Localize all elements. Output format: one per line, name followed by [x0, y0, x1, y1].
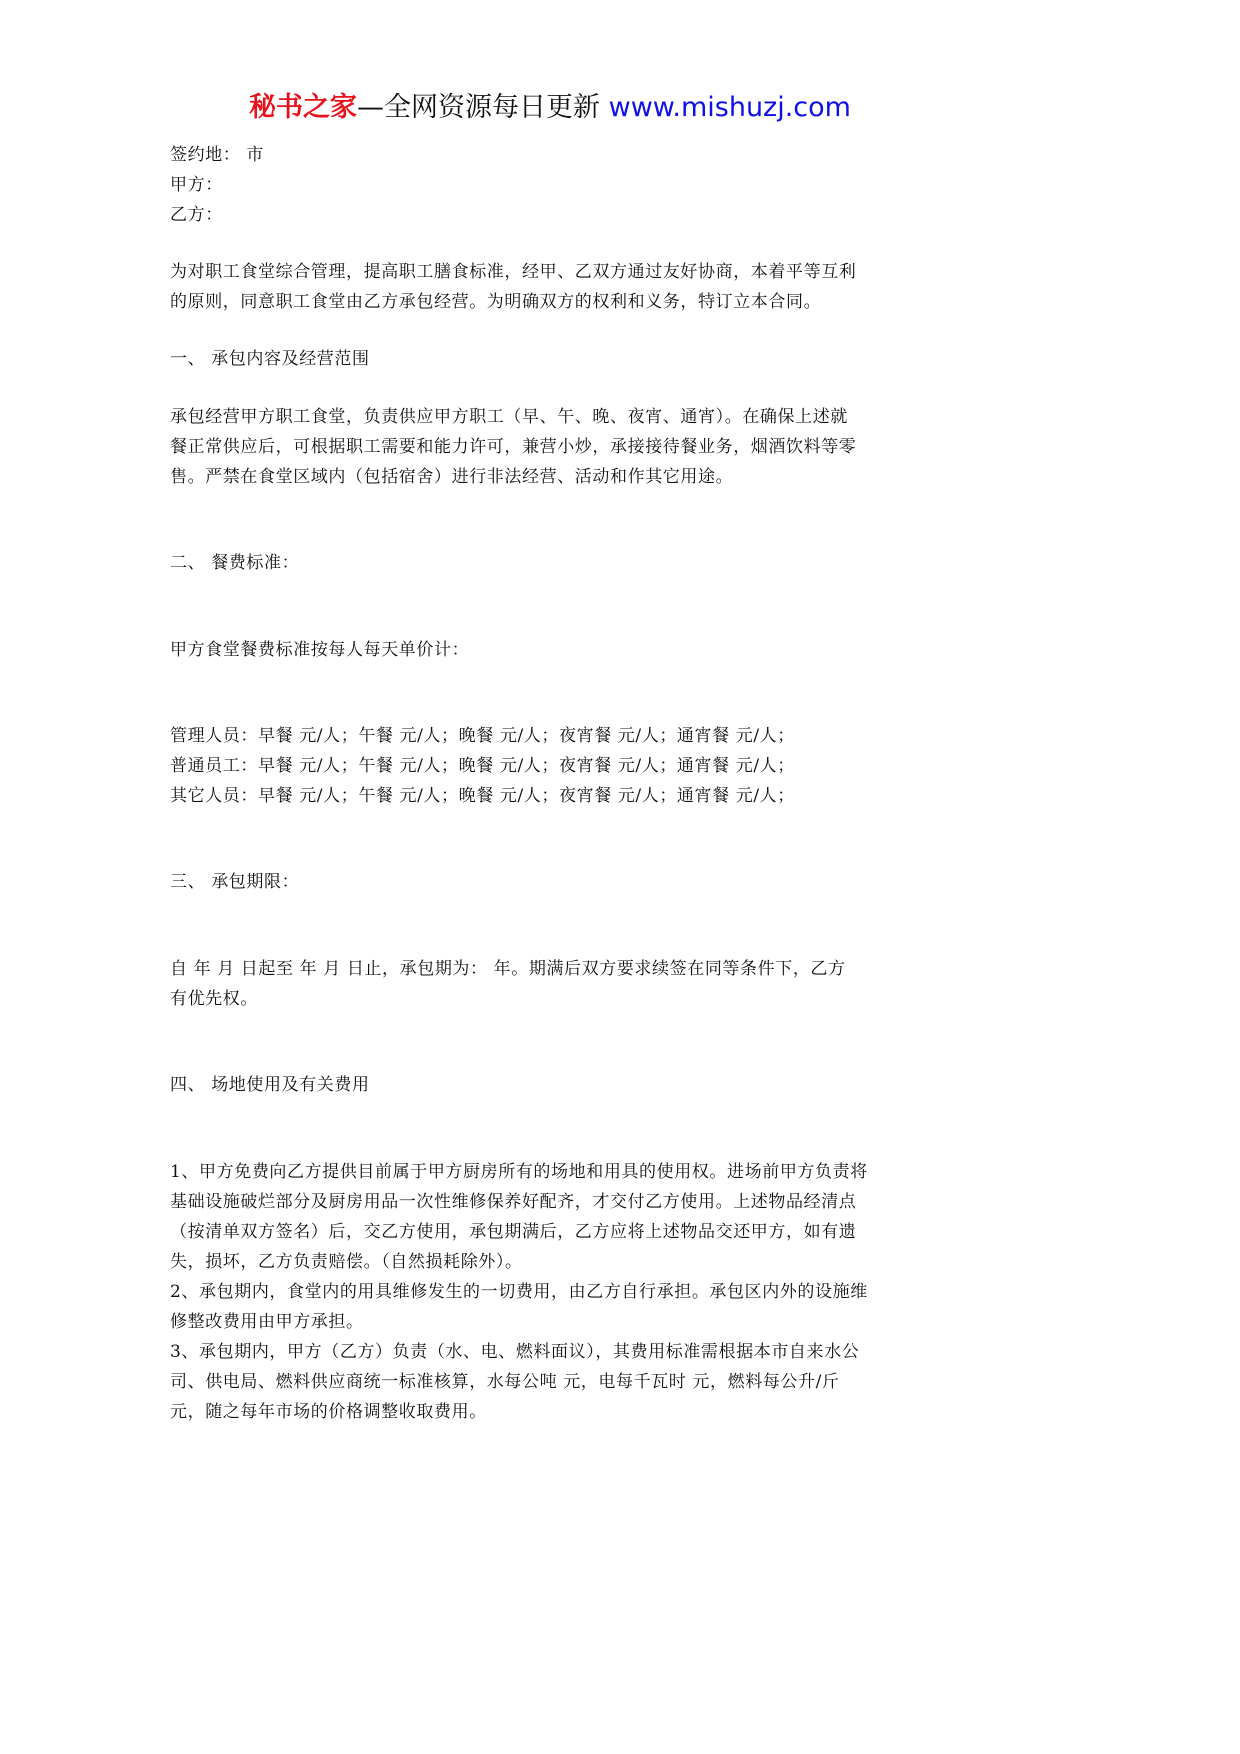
clause-2-text: 2、承包期内，食堂内的用具维修发生的一切费用，由乙方自行承担。承包区内外的设施维 [170, 1282, 868, 1302]
section-1-text: 售。严禁在食堂区域内（包括宿舍）进行非法经营、活动和作其它用途。 [170, 467, 734, 487]
section-heading-3: 三、 承包期限： [170, 872, 300, 892]
section-heading-1: 一、 承包内容及经营范围 [170, 349, 370, 369]
meal-fee-row-others: 其它人员：早餐 元/人；午餐 元/人；晚餐 元/人；夜宵餐 元/人；通宵餐 元/人； [170, 786, 795, 806]
clause-1-text: （按清单双方签名）后，交乙方使用，承包期满后，乙方应将上述物品交还甲方，如有遗 [170, 1222, 857, 1242]
clause-3-text: 3、承包期内，甲方（乙方）负责（水、电、燃料面议），其费用标准需根据本市自来水公 [170, 1342, 860, 1362]
section-heading-2: 二、 餐费标准： [170, 553, 300, 573]
clause-2-text: 修整改费用由甲方承担。 [170, 1312, 364, 1332]
preamble-line: 的原则，同意职工食堂由乙方承包经营。为明确双方的权利和义务，特订立本合同。 [170, 292, 822, 312]
section-1-text: 餐正常供应后，可根据职工需要和能力许可，兼营小炒，承接接待餐业务，烟酒饮料等零 [170, 437, 857, 457]
preamble-line: 为对职工食堂综合管理，提高职工膳食标准，经甲、乙双方通过友好协商，本着平等互利 [170, 262, 857, 282]
contract-term-text: 有优先权。 [170, 989, 258, 1009]
banner-brand: 秘书之家 [249, 92, 358, 123]
banner-slogan: —全网资源每日更新 [357, 92, 609, 123]
section-1-text: 承包经营甲方职工食堂，负责供应甲方职工（早、午、晚、夜宵、通宵）。在确保上述就 [170, 407, 848, 427]
meal-fee-intro: 甲方食堂餐费标准按每人每天单价计： [170, 640, 470, 660]
contract-term-text: 自 年 月 日起至 年 月 日止，承包期为： 年。期满后双方要求续签在同等条件下，乙方 [170, 959, 846, 979]
clause-3-text: 元，随之每年市场的价格调整收取费用。 [170, 1402, 487, 1422]
party-a: 甲方： [170, 175, 223, 195]
clause-3-text: 司、供电局、燃料供应商统一标准核算，水每公吨 元，电每千瓦时 元，燃料每公升/斤 [170, 1372, 840, 1392]
site-banner [0, 88, 1100, 128]
signing-place: 签约地： 市 [170, 145, 265, 165]
clause-1-text: 基础设施破烂部分及厨房用品一次性维修保养好配齐，才交付乙方使用。上述物品经清点 [170, 1192, 857, 1212]
meal-fee-row-management: 管理人员：早餐 元/人；午餐 元/人；晚餐 元/人；夜宵餐 元/人；通宵餐 元/人； [170, 726, 795, 746]
clause-1-text: 1、甲方免费向乙方提供目前属于甲方厨房所有的场地和用具的使用权。进场前甲方负责将 [170, 1162, 868, 1182]
section-heading-4: 四、 场地使用及有关费用 [170, 1075, 370, 1095]
meal-fee-row-regular-staff: 普通员工：早餐 元/人；午餐 元/人；晚餐 元/人；夜宵餐 元/人；通宵餐 元/人； [170, 756, 795, 776]
clause-1-text: 失，损坏，乙方负责赔偿。（自然损耗除外）。 [170, 1252, 523, 1272]
banner-url-link[interactable]: www.mishuzj.com [608, 92, 851, 123]
party-b: 乙方： [170, 205, 223, 225]
